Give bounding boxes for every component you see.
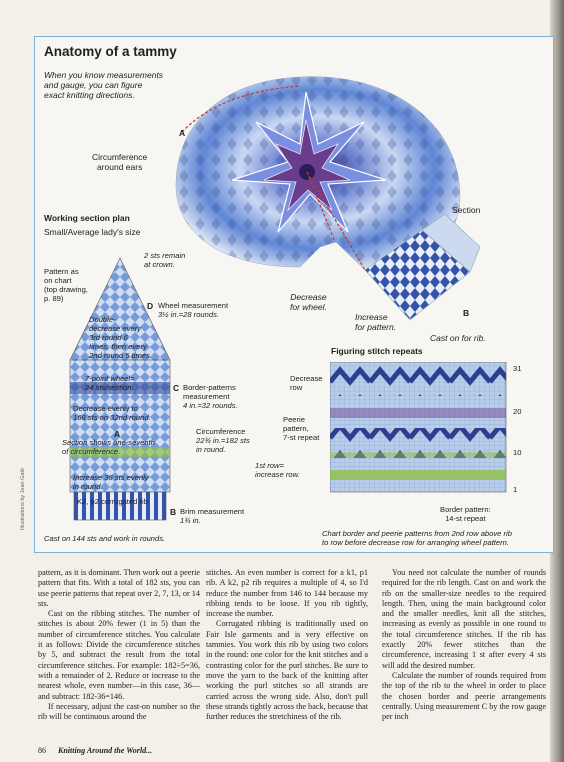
plan-subheading: Small/Average lady's size	[44, 227, 141, 237]
plan-letter-b: B	[170, 507, 177, 517]
label-point-a: A	[179, 128, 186, 138]
illustration-credit: Illustrations by Jean Gatti	[20, 468, 26, 530]
page-title: Anatomy of a tammy	[44, 44, 177, 59]
section-plan-drawing	[50, 252, 190, 534]
figuring-heading: Figuring stitch repeats	[331, 346, 423, 356]
plan-letter-a: A	[114, 429, 121, 439]
label-border-pattern: Border pattern: 14-st repeat	[440, 505, 491, 523]
chart-caption: Chart border and peerie patterns from 2nd row above rib to row before decrease row for arranging wheel pattern.	[322, 529, 512, 547]
label-section: Section	[452, 205, 481, 215]
row-31: 31	[513, 364, 522, 373]
plan-letter-c: C	[173, 383, 180, 393]
label-increase-pattern: Increase for pattern.	[355, 312, 397, 332]
label-cast-on-rib: Cast on for rib.	[430, 333, 486, 343]
row-1: 1	[513, 485, 518, 494]
label-border-measurement: Border-patterns measurement 4 in.=32 rounds.	[183, 383, 238, 410]
intro-text: When you know measurements and gauge, you can figure exact knitting directions.	[44, 70, 164, 100]
label-brim-measurement: Brim measurement 1¾ in.	[180, 507, 245, 525]
row-10: 10	[513, 448, 522, 457]
label-first-row: 1st row= increase row.	[255, 461, 300, 479]
label-decrease-evenly: Decrease evenly to 168 sts on 32nd round.	[73, 404, 151, 422]
plan-heading: Working section plan	[44, 213, 130, 223]
label-wheel-measurement: Wheel measurement 3½ in.=28 rounds.	[158, 301, 229, 319]
label-pattern-chart: Pattern as on chart (top drawing, p. 89)	[44, 267, 88, 303]
label-peerie: Peerie pattern, 7-st repeat	[283, 415, 320, 442]
book-title: Knitting Around the World...	[58, 746, 153, 755]
label-cast-on-144: Cast on 144 sts and work in rounds.	[44, 534, 166, 543]
label-circumference-ears: Circumference around ears	[92, 152, 148, 172]
stitch-chart	[330, 362, 510, 496]
row-20: 20	[513, 407, 522, 416]
label-rib: K2, p2 corrugated rib	[77, 497, 148, 506]
label-point-wheel: 7-point wheel= 24 sts/section.	[85, 374, 135, 392]
label-circumference: Circumference 22¾ in.=182 sts in round.	[196, 427, 250, 454]
page-number: 86	[38, 746, 46, 755]
label-decrease-row: Decrease row	[290, 374, 323, 392]
body-column-2: stitches. An even number is correct for a k1, p1 rib. A k2, p2 rib requires a multiple of 4, so I'd reduce the number from 146 to 144 because my ribbing tends to be loose. If you rib tightly, increase the number. Corrugated ribbing is traditionally used on Fair Isle garments and is very effective on tammies. You work this rib by using two colors in the round: one color for the knit stitches and a contrasting color for the purl stitches. Be sure to move the yarn to the back of the knitting after working the purl stitches so all strands are carried across the wrong side. Also, don't pull these strands tightly across the back, because that further reduces the stretchiness of the rib.	[206, 568, 368, 722]
label-point-b: B	[463, 308, 470, 318]
body-column-3: You need not calculate the number of rounds required for the rib length. Cast on and work the rib on the smaller-size needles to the required length. Then, using the main background color and the smaller needles, knit all the stitches, increasing as evenly as possible in one round to the total circumference stitches. If the rib has exactly 20% fewer stitches than the circumference, increasing 1 st after every 4 sts will add the desired number. Calculate the number of rounds required from the top of the rib to the wheel in order to place the chosen border and peerie arrangements centrally. Using measurement C by the row gauge per inch	[382, 568, 546, 722]
label-double-decrease: Double- decrease every 3rd round 6 times, then every 2nd round 5 times.	[89, 315, 152, 360]
label-two-sts: 2 sts remain at crown.	[144, 251, 186, 269]
plan-letter-d: D	[147, 301, 154, 311]
body-column-1: pattern, as it is dominant. Then work out a peerie pattern that fits. With a total of 182 sts, you can use peerie patterns that repeat over 2, 7, 13, or 14 sts. Cast on the ribbing stitches. The number of stitches is about 20% fewer (1 in 5) than the number of circumference stitches. You calculate it as follows: Divide the circumference stitches by 5, and subtract the result from the total circumference stitches. For example: 182÷5=36, with a remainder of 2. Reduce or increase to the nearest whole, even number—in this case, 36—and subtract: 182-36=146. If necessary, adjust the cast-on number so the rib will be continuous around the	[38, 568, 200, 722]
label-increase-38: Increase 38 sts evenly in round.	[73, 473, 149, 491]
label-decrease-wheel: Decrease for wheel.	[290, 292, 327, 312]
label-section-shows: Section shows one-seventh of circumference.	[62, 438, 155, 456]
